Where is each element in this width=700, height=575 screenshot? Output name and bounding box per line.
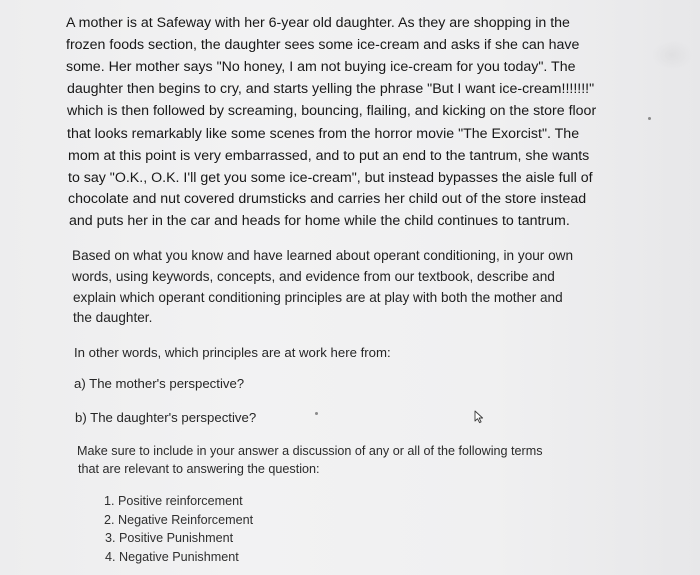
speck-mark	[648, 117, 651, 120]
prompt-line: explain which operant conditioning principles are at play with both the mother and	[73, 290, 563, 305]
mouse-cursor-icon	[473, 410, 487, 424]
scenario-line: which is then followed by screaming, bouncing, flailing, and kicking on the store floor	[67, 103, 597, 119]
scenario-line: that looks remarkably like some scenes from the horror movie "The Exorcist". The	[67, 126, 580, 142]
term-item: 3. Positive Punishment	[105, 531, 234, 545]
prompt-line: Based on what you know and have learned about operant conditioning, in your own	[72, 248, 574, 263]
term-item: 2. Negative Reinforcement	[104, 513, 254, 527]
speck-mark	[315, 412, 318, 415]
term-item: 4. Negative Punishment	[105, 550, 239, 564]
prompt-line: words, using keywords, concepts, and evidence from our textbook, describe and	[72, 269, 555, 284]
scenario-line: mom at this point is very embarrassed, and to put an end to the tantrum, she wants	[68, 148, 590, 164]
scenario-line: A mother is at Safeway with her 6-year old daughter. As they are shopping in the	[66, 15, 570, 31]
term-item: 1. Positive reinforcement	[104, 494, 243, 508]
instructions-line: Make sure to include in your answer a discussion of any or all of the following terms	[77, 444, 543, 458]
scenario-line: chocolate and nut covered drumsticks and carries her child out of the store instead	[68, 191, 587, 207]
scenario-line: and puts her in the car and heads for home while the child continues to tantrum.	[69, 213, 570, 229]
glare-smudge	[652, 40, 692, 70]
scenario-line: frozen foods section, the daughter sees some ice-cream and asks if she can have	[66, 37, 580, 53]
instructions-line: that are relevant to answering the question:	[78, 462, 320, 476]
prompt-line: the daughter.	[73, 310, 153, 325]
scenario-line: some. Her mother says "No honey, I am not buying ice-cream for you today". The	[66, 59, 576, 75]
questions-intro: In other words, which principles are at work here from:	[74, 345, 391, 360]
scenario-line: to say "O.K., O.K. I'll get you some ice-cream", but instead bypasses the aisle full of	[68, 170, 593, 186]
scenario-line: daughter then begins to cry, and starts yelling the phrase "But I want ice-cream!!!!!!!"	[67, 81, 595, 97]
question-b: b) The daughter's perspective?	[75, 410, 257, 425]
question-a: a) The mother's perspective?	[74, 376, 245, 391]
